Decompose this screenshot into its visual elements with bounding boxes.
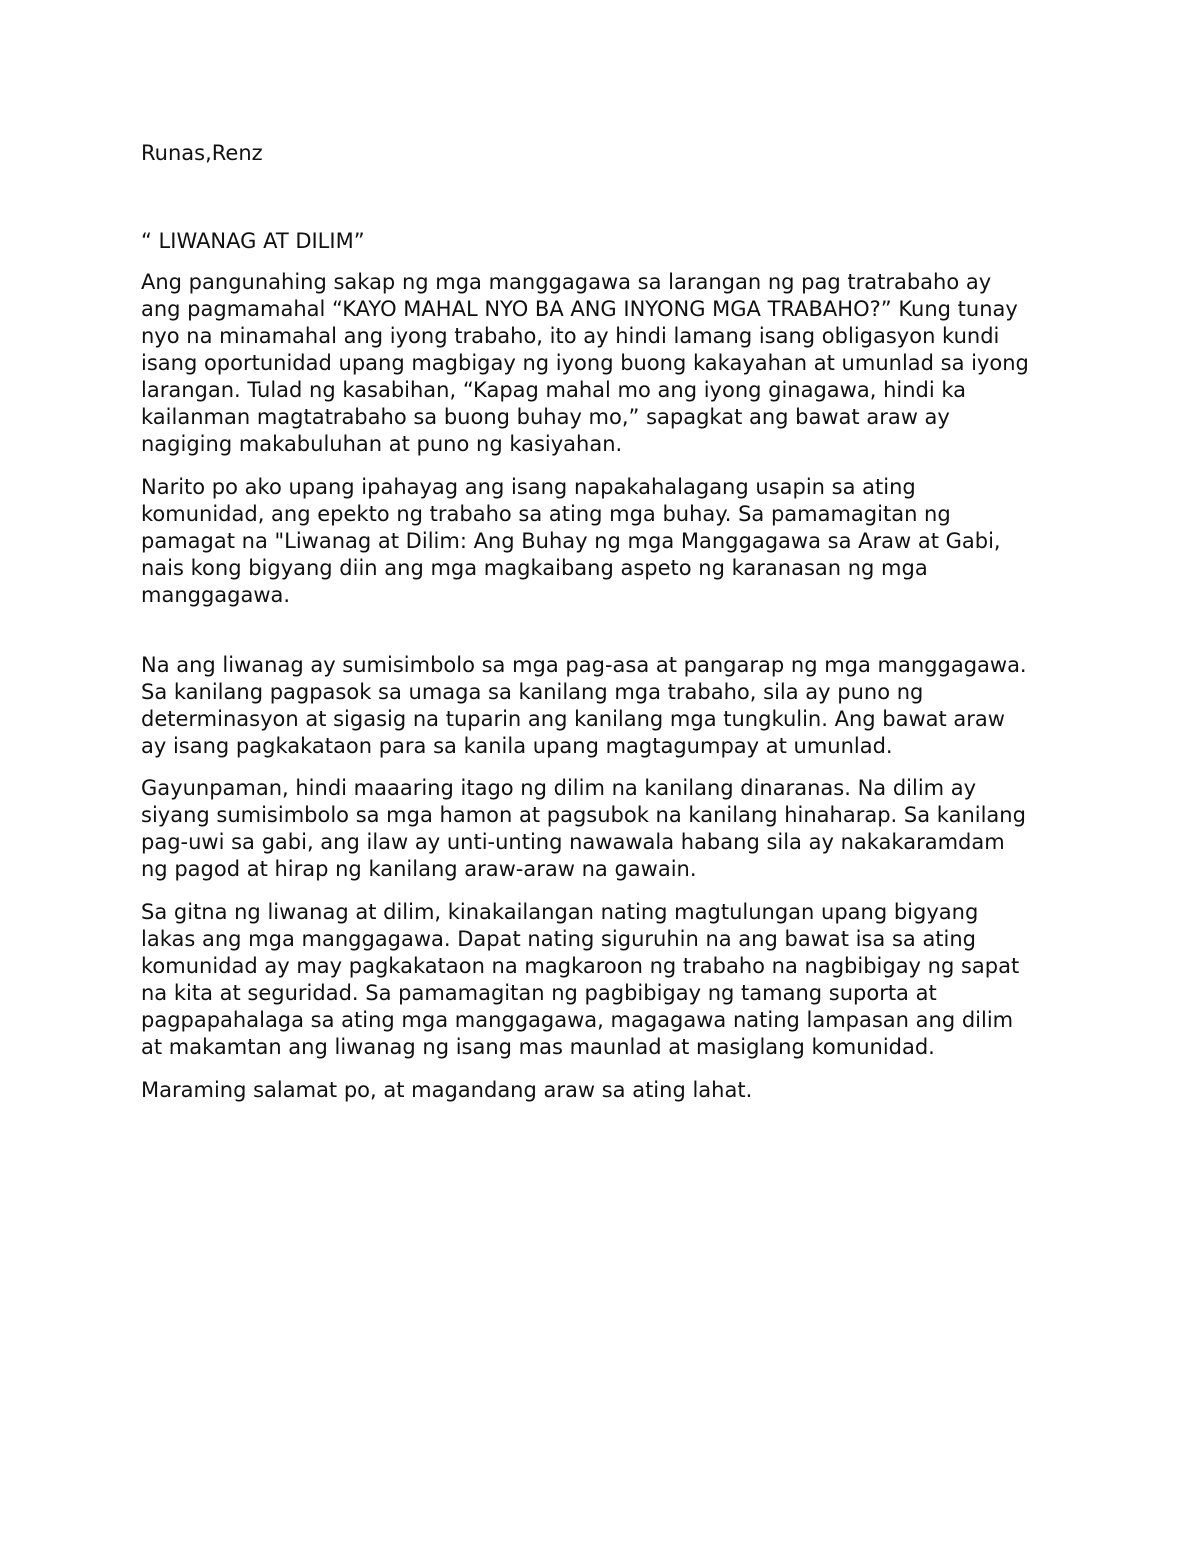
text-line: manggagawa. [141,583,291,607]
text-line: Narito po ako upang ipahayag ang isang napakahalagang usapin sa ating [141,475,916,499]
text-line: pag-uwi sa gabi, ang ilaw ay unti-unting nawawala habang sila ay nakakaramdam [141,830,1005,854]
text-line: Na ang liwanag ay sumisimbolo sa mga pag-asa at pangarap ng mga manggagawa. [141,653,1027,677]
text-line: pagpapahalaga sa ating mga manggagawa, magagawa nating lampasan ang dilim [141,1008,1014,1032]
text-line: na kita at seguridad. Sa pamamagitan ng pagbibigay ng tamang suporta at [141,981,937,1005]
text-line: kailanman magtatrabaho sa buong buhay mo,” sapagkat ang bawat araw ay [141,405,950,429]
text-line: komunidad ay may pagkakataon na magkaroon ng trabaho na nagbibigay ng sapat [141,954,1020,978]
essay-title: “ LIWANAG AT DILIM” [141,229,365,253]
text-line: Maraming salamat po, at magandang araw sa ating lahat. [141,1078,753,1102]
text-line: Sa kanilang pagpasok sa umaga sa kanilang mga trabaho, sila ay puno ng [141,680,924,704]
text-line: ang pagmamahal “KAYO MAHAL NYO BA ANG INYONG MGA TRABAHO?” Kung tunay [141,297,1018,321]
text-line: nyo na minamahal ang iyong trabaho, ito ay hindi lamang isang obligasyon kundi [141,324,1000,348]
text-line: larangan. Tulad ng kasabihan, “Kapag mahal mo ang iyong ginagawa, hindi ka [141,378,967,402]
text-line: isang oportunidad upang magbigay ng iyong buong kakayahan at umunlad sa iyong [141,351,1029,375]
text-line: nais kong bigyang diin ang mga magkaibang aspeto ng karanasan ng mga [141,556,928,580]
text-line: nagiging makabuluhan at puno ng kasiyahan. [141,432,623,456]
text-line: at makamtan ang liwanag ng isang mas maunlad at masiglang komunidad. [141,1035,935,1059]
text-line: ng pagod at hirap ng kanilang araw-araw na gawain. [141,857,697,881]
text-line: determinasyon at sigasig na tuparin ang kanilang mga tungkulin. Ang bawat araw [141,707,1005,731]
text-line: Ang pangunahing sakap ng mga manggagawa sa larangan ng pag tratrabaho ay [141,270,992,294]
paragraph-4 [141,775,1071,883]
closing-paragraph [141,1077,1071,1104]
text-line: ay isang pagkakataon para sa kanila upang magtagumpay at umunlad. [141,734,893,758]
text-line: pamagat na "Liwanag at Dilim: Ang Buhay ng mga Manggagawa sa Araw at Gabi, [141,529,1001,553]
text-line: siyang sumisimbolo sa mga hamon at pagsubok na kanilang hinaharap. Sa kanilang [141,803,1026,827]
author-name: Runas,Renz [141,141,263,165]
paragraph-1 [141,269,1071,458]
paragraph-5 [141,899,1071,1061]
text-line: komunidad, ang epekto ng trabaho sa ating mga buhay. Sa pamamagitan ng [141,502,951,526]
paragraph-2 [141,474,1071,609]
text-line: lakas ang mga manggagawa. Dapat nating siguruhin na ang bawat isa sa ating [141,927,977,951]
text-line: Sa gitna ng liwanag at dilim, kinakailangan nating magtulungan upang bigyang [141,900,979,924]
text-line: Gayunpaman, hindi maaaring itago ng dilim na kanilang dinaranas. Na dilim ay [141,776,977,800]
paragraph-3 [141,652,1071,760]
